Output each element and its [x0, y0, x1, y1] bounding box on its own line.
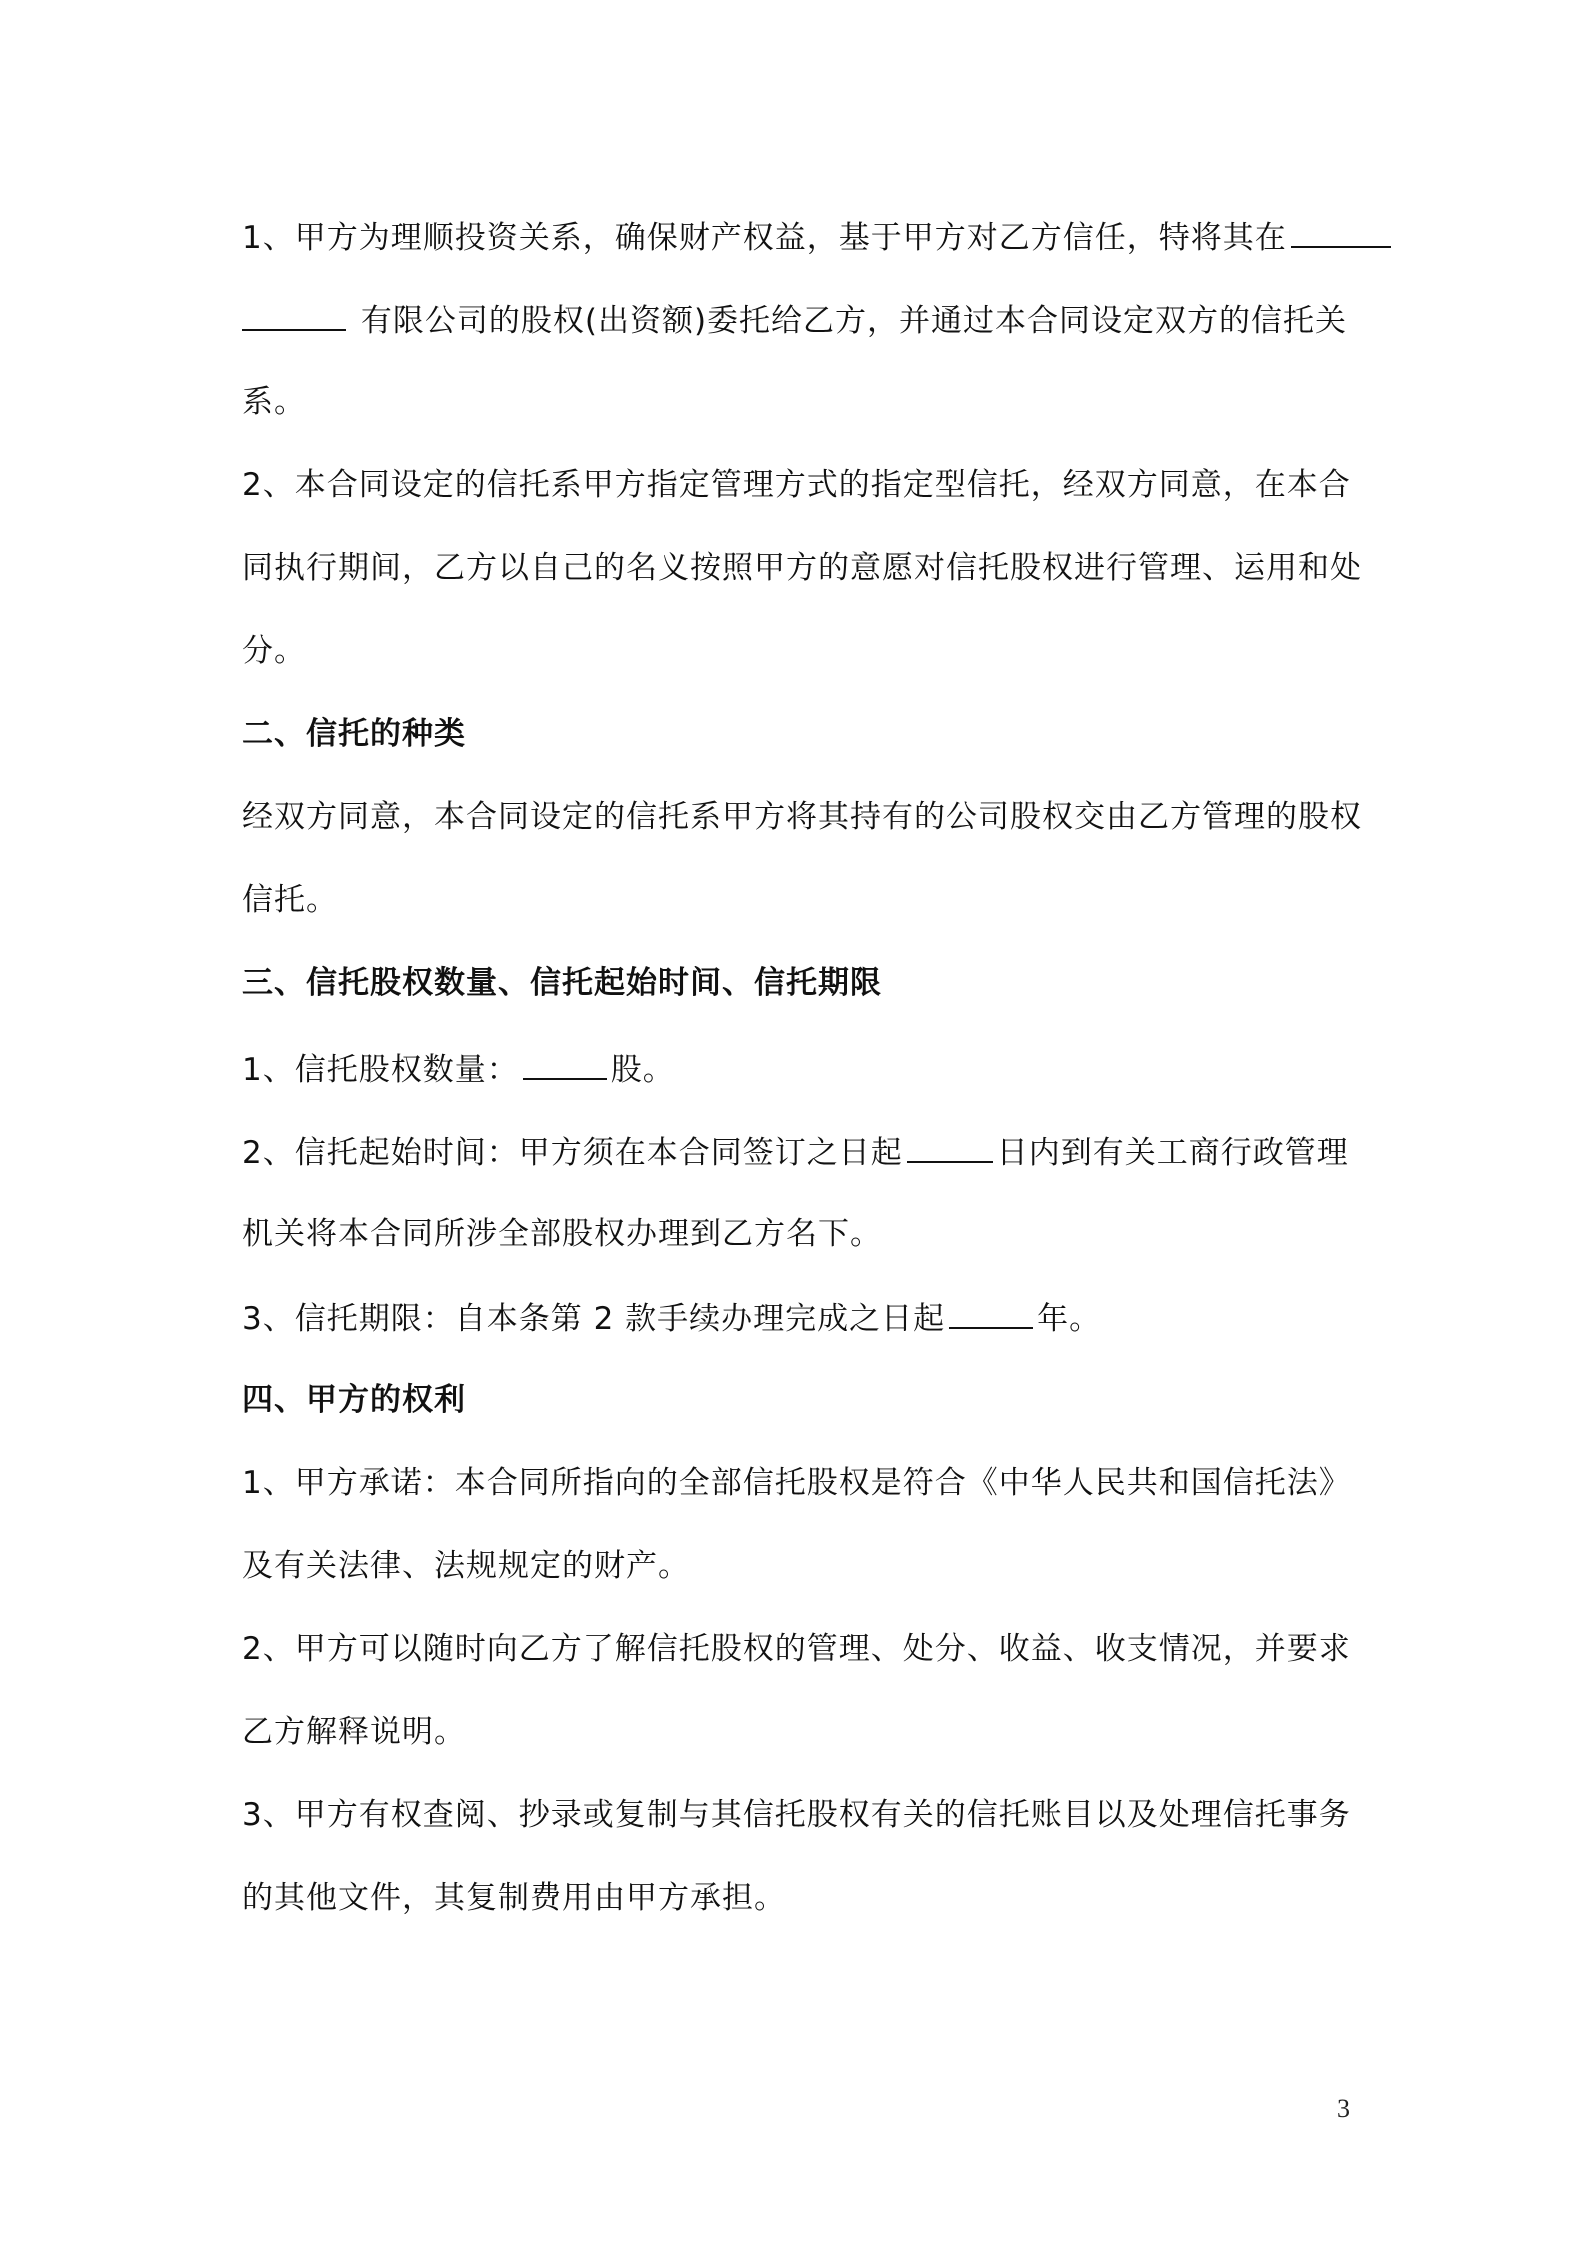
right-2-text-2: 乙方解释说明。	[242, 1714, 466, 1750]
section-3-heading	[242, 963, 882, 1003]
section-4-item-1-cont	[242, 1546, 690, 1586]
page-number: 3	[1337, 2094, 1350, 2123]
right-3-text-2: 的其他文件，其复制费用由甲方承担。	[242, 1880, 786, 1916]
section-3-item-2-cont	[242, 1214, 882, 1254]
clause-1-line-3	[242, 382, 306, 422]
clause-1-text-1: 1、甲方为理顺投资关系，确保财产权益，基于甲方对乙方信任，特将其在	[242, 220, 1287, 256]
section-4-item-2	[242, 1629, 1351, 1669]
clause-2-line-3	[242, 631, 306, 671]
section-4-title: 四、甲方的权利	[242, 1382, 466, 1418]
section-4-item-2-cont	[242, 1712, 466, 1752]
right-2-text-1: 2、甲方可以随时向乙方了解信托股权的管理、处分、收益、收支情况，并要求	[242, 1631, 1351, 1667]
section-2-title: 二、信托的种类	[242, 716, 466, 752]
blank-trust-years	[949, 1297, 1033, 1329]
trust-term-label: 3、信托期限：自本条第 2 款手续办理完成之日起	[242, 1301, 946, 1337]
blank-company-name-cont	[242, 299, 346, 331]
start-time-text: 日内到有关工商行政管理	[996, 1135, 1349, 1171]
clause-1-line-2	[242, 299, 1347, 339]
share-quantity-label: 1、信托股权数量：	[242, 1052, 519, 1088]
blank-start-days	[907, 1131, 993, 1163]
clause-2-line-1	[242, 465, 1351, 505]
clause-2-line-2	[242, 548, 1362, 588]
clause-2-text-1: 2、本合同设定的信托系甲方指定管理方式的指定型信托，经双方同意，在本合	[242, 467, 1351, 503]
section-3-item-2	[242, 1131, 1349, 1171]
right-3-text-1: 3、甲方有权查阅、抄录或复制与其信托股权有关的信托账目以及处理信托事务	[242, 1797, 1351, 1833]
start-time-text-cont: 机关将本合同所涉全部股权办理到乙方名下。	[242, 1216, 882, 1252]
section-3-item-3	[242, 1297, 1101, 1337]
start-time-label: 2、信托起始时间：甲方须在本合同签订之日起	[242, 1135, 903, 1171]
clause-1-text-2: 有限公司的股权(出资额)委托给乙方，并通过本合同设定双方的信托关	[360, 303, 1348, 339]
section-2-line-1	[242, 797, 1362, 837]
section-2-line-2	[242, 880, 338, 920]
section-4-item-1	[242, 1463, 1351, 1503]
section-2-text-1: 经双方同意，本合同设定的信托系甲方将其持有的公司股权交由乙方管理的股权	[242, 799, 1362, 835]
blank-share-quantity	[523, 1048, 607, 1080]
clause-2-text-2: 同执行期间，乙方以自己的名义按照甲方的意愿对信托股权进行管理、运用和处	[242, 550, 1362, 586]
clause-1-line-1	[242, 216, 1395, 256]
right-1-text-1: 1、甲方承诺：本合同所指向的全部信托股权是符合《中华人民共和国信托法》	[242, 1465, 1351, 1501]
clause-2-text-3: 分。	[242, 633, 306, 669]
section-4-heading	[242, 1380, 466, 1420]
section-3-title: 三、信托股权数量、信托起始时间、信托期限	[242, 965, 882, 1001]
blank-company-name	[1291, 216, 1391, 248]
share-quantity-unit: 股。	[610, 1052, 675, 1088]
section-4-item-3	[242, 1795, 1351, 1835]
section-4-item-3-cont	[242, 1878, 786, 1918]
clause-1-text-3: 系。	[242, 384, 306, 420]
trust-term-unit: 年。	[1037, 1301, 1102, 1337]
section-2-text-2: 信托。	[242, 882, 338, 918]
section-2-heading	[242, 714, 466, 754]
section-3-item-1	[242, 1048, 675, 1088]
right-1-text-2: 及有关法律、法规规定的财产。	[242, 1548, 690, 1584]
